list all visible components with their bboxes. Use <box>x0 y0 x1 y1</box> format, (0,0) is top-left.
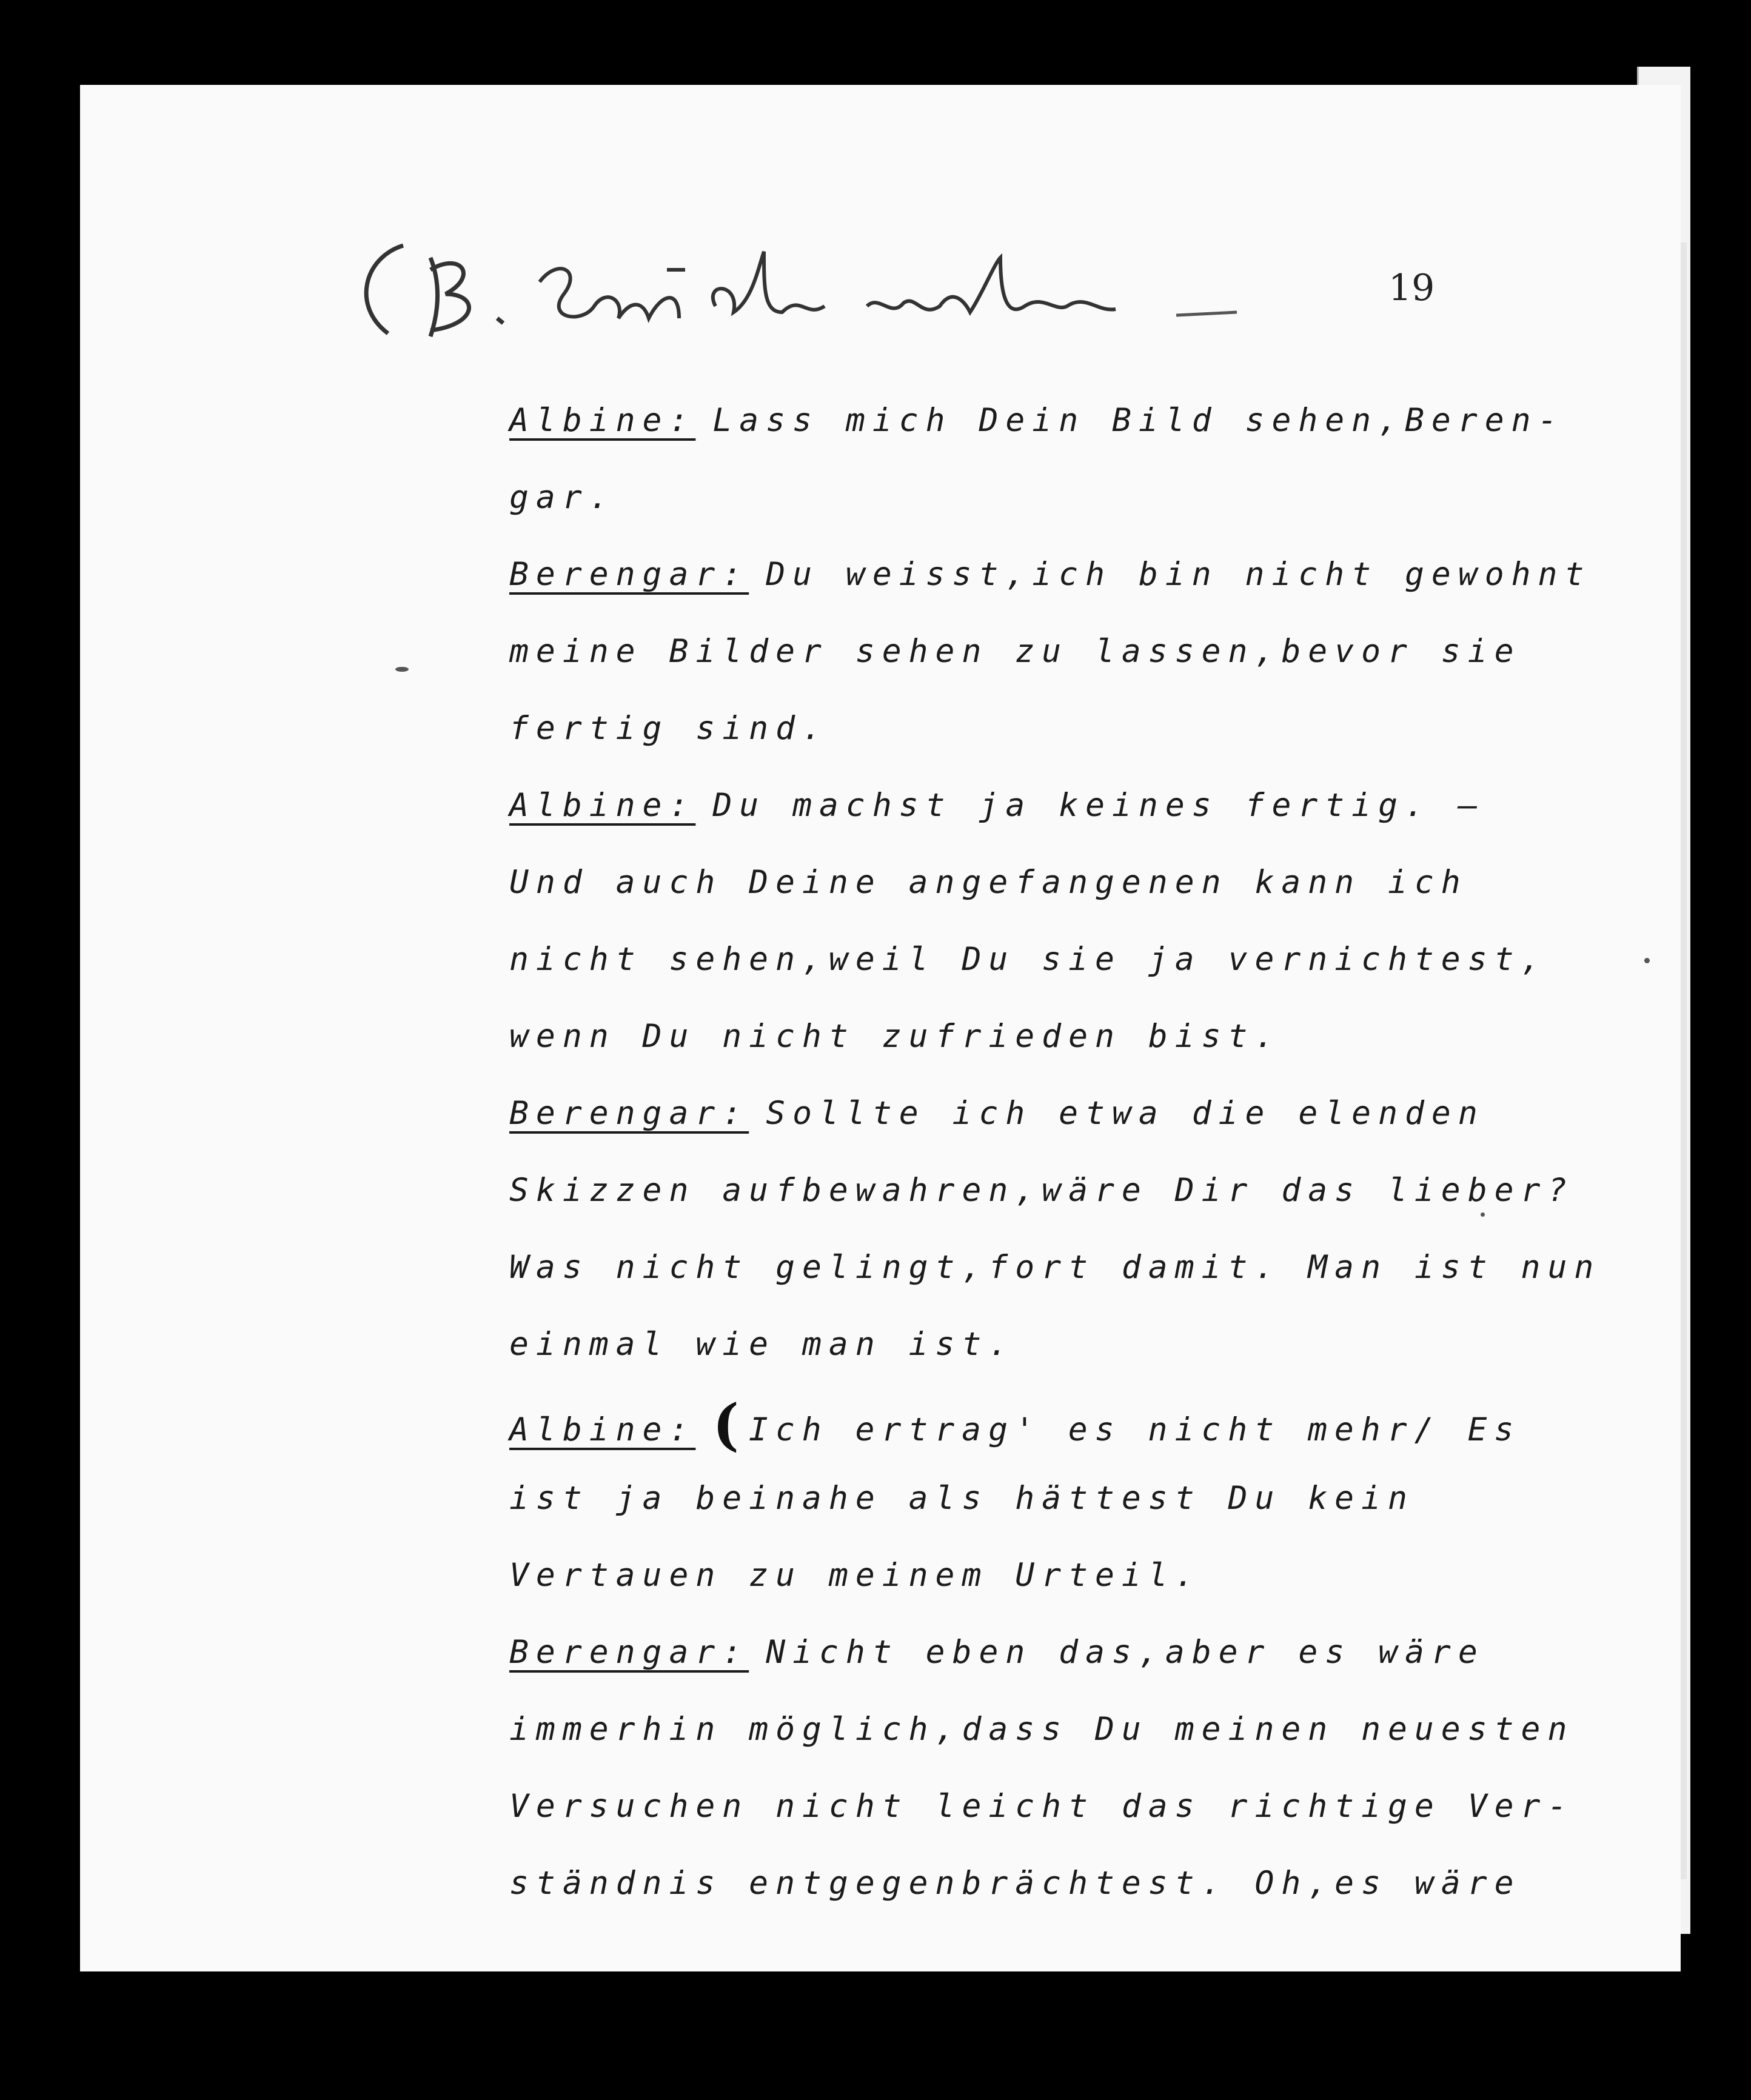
line-text: Ich ertrag' es nicht mehr/ Es <box>748 1411 1521 1448</box>
text-line <box>509 459 1540 536</box>
dialogue-text <box>509 382 1601 1922</box>
text-line <box>509 382 1565 459</box>
line-text: Du weisst,ich bin nicht gewohnt <box>766 556 1592 593</box>
text-line <box>509 998 1540 1075</box>
line-text: Lass mich Dein Bild sehen,Beren- <box>712 402 1565 439</box>
line-text: Skizzen aufbewahren,wäre Dir das lieber? <box>509 1172 1575 1209</box>
text-line <box>509 1075 1540 1152</box>
page-number: 19 <box>1388 267 1435 309</box>
text-line <box>509 1614 1540 1691</box>
line-text: fertig sind. <box>509 710 829 747</box>
line-text: Du machst ja keines fertig. — <box>712 787 1485 824</box>
line-text: Sollte ich etwa die elenden <box>766 1095 1485 1132</box>
speaker-name: Berengar: <box>509 556 749 593</box>
text-line <box>509 613 1540 690</box>
line-text: Versuchen nicht leicht das richtige Ver- <box>509 1788 1575 1825</box>
text-line <box>509 921 1548 998</box>
text-line <box>509 1691 1575 1768</box>
text-line <box>509 1152 1575 1229</box>
line-text: Nicht eben das,aber es wäre <box>766 1634 1485 1671</box>
line-text: gar. <box>509 479 616 516</box>
handwritten-bracket: ( <box>712 1392 746 1457</box>
line-text: ist ja beinahe als hättest Du kein <box>509 1480 1415 1517</box>
line-text: Was nicht gelingt,fort damit. Man ist nun <box>509 1249 1601 1286</box>
line-text: wenn Du nicht zufrieden bist. <box>509 1018 1282 1055</box>
text-line <box>509 1460 1540 1537</box>
speaker-name: Albine: <box>509 1411 696 1448</box>
line-text: Und auch Deine angefangenen kann ich <box>509 864 1468 901</box>
line-text: immerhin möglich,dass Du meinen neuesten <box>509 1711 1575 1748</box>
ink-speck <box>1644 958 1650 963</box>
line-text: nicht sehen,weil Du sie ja vernichtest, <box>509 941 1548 978</box>
text-line <box>509 1768 1575 1845</box>
speaker-name: Berengar: <box>509 1095 749 1132</box>
speaker-name: Albine: <box>509 787 696 824</box>
text-line <box>509 690 1540 767</box>
text-line <box>509 1306 1540 1383</box>
text-line <box>509 1537 1540 1614</box>
ink-speck <box>395 667 409 672</box>
text-line <box>509 767 1540 844</box>
speaker-name: Albine: <box>509 402 696 439</box>
line-text: einmal wie man ist. <box>509 1326 1016 1363</box>
text-line <box>509 536 1592 613</box>
handwritten-annotation <box>340 233 1249 349</box>
speaker-name: Berengar: <box>509 1634 749 1671</box>
text-line <box>509 1845 1540 1922</box>
text-line <box>509 844 1540 921</box>
line-text: meine Bilder sehen zu lassen,bevor sie <box>509 633 1521 670</box>
text-line <box>509 1383 1540 1460</box>
line-text: Vertauen zu meinem Urteil. <box>509 1557 1202 1594</box>
text-line <box>509 1229 1601 1306</box>
line-text: ständnis entgegenbrächtest. Oh,es wäre <box>509 1865 1521 1902</box>
